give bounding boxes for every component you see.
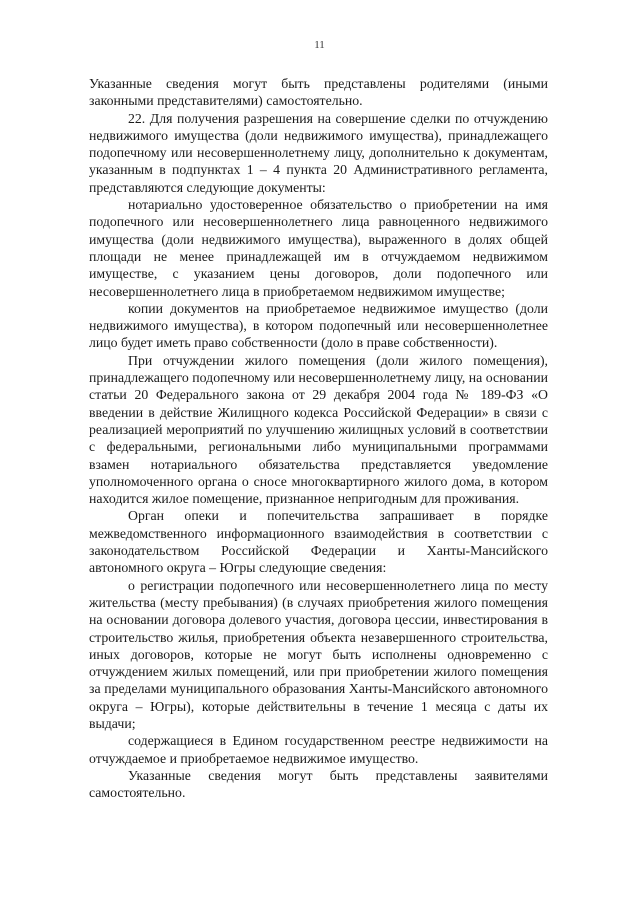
paragraph-housing-alienation: При отчуждении жилого помещения (доли жилого помещения), принадлежащего подопечному или несовершеннолетнему лицу, на основании статьи 20 Федерального закона от 29 декабря 2004 года № 189-ФЗ «О введении в действие Жилищного кодекса Российской Федерации» в связи с реализацией мероприятий по улучшению жилищных условий в соответствии с федеральными, региональными либо муниципальными программами взамен нотариального обязательства представляется уведомление уполномоченного органа о сносе многоквартирного жилого дома, в котором находится жилое помещение, признанное непригодным для проживания. [89,352,548,507]
paragraph-guardianship-request: Орган опеки и попечительства запрашивает в порядке межведомственного информационного взаимодействия в соответствии с законодательством Российской Федерации и Ханты-Мансийского автономного округа – Югры следующие сведения: [89,508,548,576]
paragraph-registry-info: содержащиеся в Едином государственном реестре недвижимости на отчуждаемое и приобретаемое недвижимое имущество. [89,733,548,766]
paragraph-item-22: 22. Для получения разрешения на совершение сделки по отчуждению недвижимого имущества (доли недвижимого имущества), принадлежащего подопечному или несовершеннолетнему лицу, дополнительно к документам, указанным в подпунктах 1 – 4 пункта 20 Административного регламента, представляются следующие документы: [89,110,548,195]
document-body [89,75,548,801]
paragraph-parents-info: Указанные сведения могут быть представлены родителями (иными законными представителями) самостоятельно. [89,76,548,109]
page-number: 11 [314,39,325,51]
paragraph-document-copies: копии документов на приобретаемое недвижимое имущество (доли недвижимого имущества), в котором подопечный или несовершеннолетнее лицо будет иметь право собственности (доло в праве собственности). [89,300,548,351]
paragraph-notarial-obligation: нотариально удостоверенное обязательство о приобретении на имя подопечного или несовершеннолетнего лица равноценного недвижимого имущества (доли недвижимого имущества), выраженного в долях общей площади не менее принадлежащей им в отчуждаемом недвижимом имуществе, с указанием цены договоров, доли подопечного или несовершеннолетнего лица в приобретаемом недвижимом имуществе; [89,197,548,299]
paragraph-applicants-info: Указанные сведения могут быть представлены заявителями самостоятельно. [89,767,548,801]
paragraph-registration-info: о регистрации подопечного или несовершеннолетнего лица по месту жительства (месту пребывания) (в случаях приобретения жилого помещения на основании договора долевого участия, договора цессии, инвестирования в строительство жилья, приобретения объекта незавершенного строительства, иных договоров, которые не могут быть исполнены одновременно с отчуждением жилых помещений, или при приобретении жилого помещения за пределами муниципального образования Ханты-Мансийского автономного округа – Югры), которые действительны в течение 1 месяца с даты их выдачи; [89,577,548,731]
